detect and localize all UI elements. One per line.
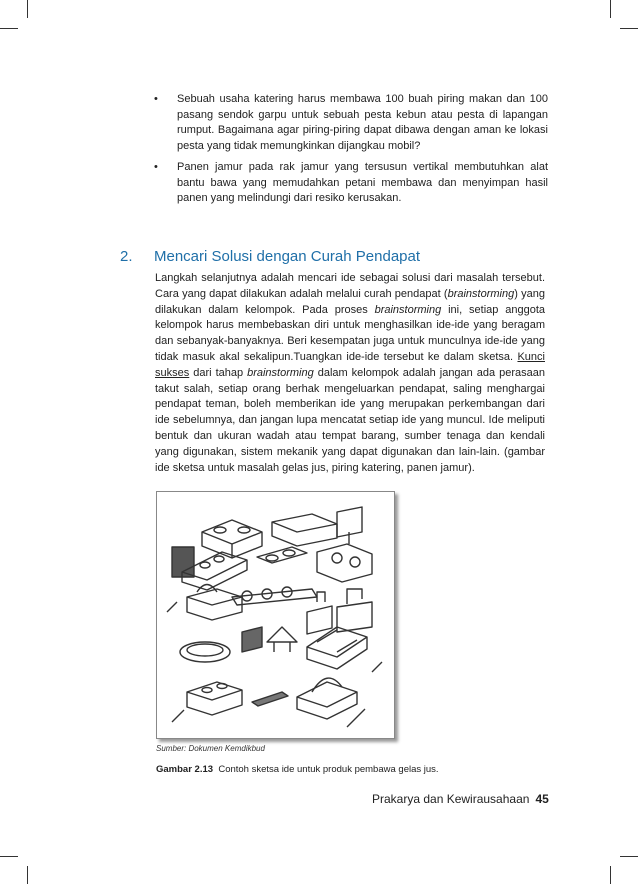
book-title: Prakarya dan Kewirausahaan	[372, 792, 530, 806]
bullet-dot: •	[154, 160, 158, 173]
section-heading	[120, 248, 420, 265]
section-number: 2.	[120, 248, 133, 265]
sketch-figure	[156, 491, 395, 739]
crop-mark	[27, 0, 28, 18]
crop-mark	[620, 856, 638, 857]
crop-mark	[0, 28, 18, 29]
bullet-dot: •	[154, 93, 158, 105]
crop-mark	[27, 866, 28, 884]
italic-term: brainstorming	[374, 303, 442, 316]
sketch-illustration	[157, 492, 394, 738]
section-title: Mencari Solusi dengan Curah Pendapat	[154, 248, 421, 265]
text-run: dalam kelompok adalah jangan ada perasaan takut salah, setiap orang berhak mengeluarkan pendapat, saling menghargai pendapat teman, boleh memberikan ide yang merupakan perkembangan dari ide sebelumnya, dan jangan lupa mencatat setiap ide yang muncul. Ide meliputi bentuk dan ukuran wadah atau tempat barang, sumber tenaga dan kendali yang digunakan, sistem mekanik yang dapat digunakan dan lain-lain. (gambar ide sketsa untuk masalah gelas jus, piring katering, panen jamur).	[155, 366, 545, 474]
bullet-list	[152, 92, 548, 212]
page-footer	[372, 792, 549, 806]
figure-source: Sumber: Dokumen Kemdikbud	[156, 744, 265, 753]
bullet-item	[152, 160, 548, 207]
crop-mark	[620, 28, 638, 29]
text-run: Langkah selanjutnya adalah mencari ide sebagai solusi dari masalah tersebut. Cara yang dapat dilakukan adalah melalui curah pendapat (	[155, 272, 545, 300]
underlined-term: Kunci sukses	[155, 350, 545, 379]
body-paragraph	[155, 271, 545, 476]
text-run: ) yang dilakukan dalam kelompok. Pada proses	[155, 287, 545, 316]
bullet-text: Sebuah usaha katering harus membawa 100 buah piring makan dan 100 pasang sendok garpu untuk sebuah pesta kebun atau pesta di lapangan rumput. Bagaimana agar piring-piring dapat dibawa dengan aman ke lokasi pesta yang tidak memungkinkan dijangkau mobil?	[177, 93, 548, 153]
italic-term: brainstorming	[447, 287, 515, 300]
crop-mark	[0, 856, 18, 857]
italic-term: brainstorming	[247, 366, 314, 379]
caption-label: Gambar 2.13	[156, 764, 214, 775]
crop-mark	[610, 866, 611, 884]
text-run: ini, setiap anggota kelompok harus membebaskan diri untuk menghasilkan ide-ide yang beragam dan sebanyak-banyaknya. Beri kesempatan juga untuk munculnya ide-ide yang tidak masuk akal sekalipun.Tuangkan ide-ide tersebut ke dalam sketsa.	[155, 303, 545, 363]
bullet-text: Panen jamur pada rak jamur yang tersusun vertikal membutuhkan alat bantu bawa yang memudahkan petani membawa dan menyimpan hasil panen yang melindungi dari resiko kerusakan.	[177, 160, 548, 205]
page-number: 45	[535, 792, 549, 806]
text-run: dari tahap	[189, 366, 248, 379]
crop-mark	[610, 0, 611, 18]
figure-caption	[156, 764, 439, 775]
bullet-item	[152, 92, 548, 155]
caption-text: Contoh sketsa ide untuk produk pembawa gelas jus.	[218, 764, 439, 775]
